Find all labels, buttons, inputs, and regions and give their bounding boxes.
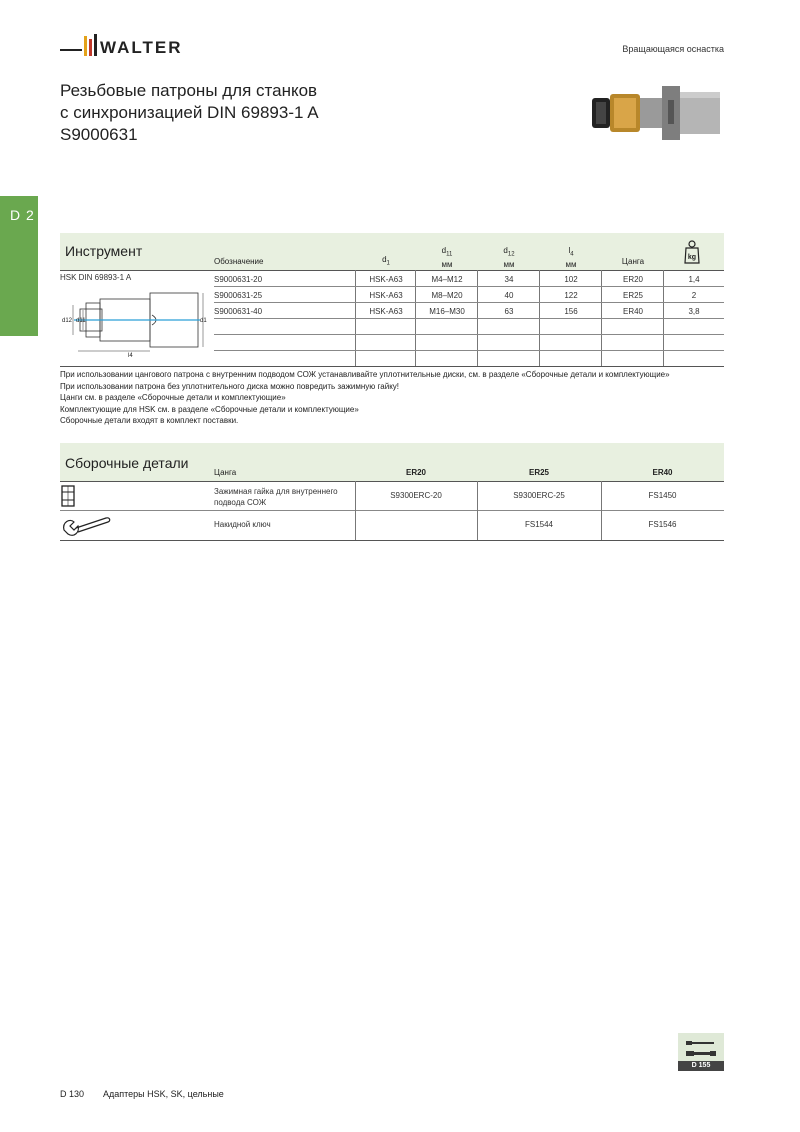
tool-drawing (60, 285, 210, 360)
product-photo (588, 80, 728, 144)
col-designation: Обозначение (214, 257, 264, 266)
note-line: При использовании патрона без уплотнительного диска можно повредить зажимную гайку! (60, 381, 399, 391)
tool-reference-icon (684, 1037, 718, 1059)
svg-text:d12: d12 (62, 318, 73, 324)
col-assembly-collet: Цанга (214, 468, 237, 477)
svg-text:d1: d1 (200, 318, 207, 324)
col-d12: $d_{12}$ мм (503, 246, 515, 269)
wrench-icon (60, 512, 112, 538)
assembly-item-name: Зажимная гайка для внутреннего подвода СОЖ (214, 487, 338, 507)
note-line: Сборочные детали входят в комплект поставки. (60, 416, 239, 425)
header-category: Вращающаяся оснастка (622, 44, 724, 54)
assembly-item-name: Накидной ключ (214, 520, 271, 529)
page-reference-label[interactable]: D 155 (678, 1061, 724, 1071)
weight-icon (684, 240, 700, 264)
note-line: При использовании цангового патрона с внутренним подводом СОЖ устанавливайте уплотнительные диски, см. в разделе «Сборочные детали и комплектующие» (60, 370, 670, 379)
svg-text:d11: d11 (76, 318, 86, 324)
col-d11: $d_{11}$ мм (441, 246, 453, 269)
type-label: HSK DIN 69893-1 A (60, 273, 132, 282)
clamping-nut-icon (60, 484, 76, 508)
note-line: Комплектующие для HSK см. в разделе «Сборочные детали и комплектующие» (60, 404, 359, 414)
svg-text:l4: l4 (128, 353, 133, 359)
tool-section-title: Инструмент (65, 243, 143, 259)
side-tab-label: D 2 (10, 207, 35, 223)
col-er25: ER25 (528, 468, 549, 477)
col-er20: ER20 (405, 468, 426, 477)
notes (60, 369, 740, 427)
svg-text:kg: kg (687, 254, 697, 261)
col-er40: ER40 (652, 468, 673, 477)
assembly-section-title: Сборочные детали (65, 455, 189, 471)
col-l4: $l_4$ мм (565, 246, 577, 269)
page-title: Резьбовые патроны для станков с синхронизацией DIN 69893-1 A S9000631 (60, 81, 319, 144)
page-number: D 130 (60, 1089, 85, 1099)
walter-logo (60, 34, 200, 60)
svg-text:WALTER: WALTER (100, 38, 183, 57)
note-line: Цанги см. в разделе «Сборочные детали и комплектующие» (60, 393, 286, 402)
footer-section-title: Адаптеры HSK, SK, цельные (103, 1089, 224, 1099)
col-collet: Цанга (621, 257, 645, 266)
col-d1: $d_1$ (382, 255, 390, 267)
